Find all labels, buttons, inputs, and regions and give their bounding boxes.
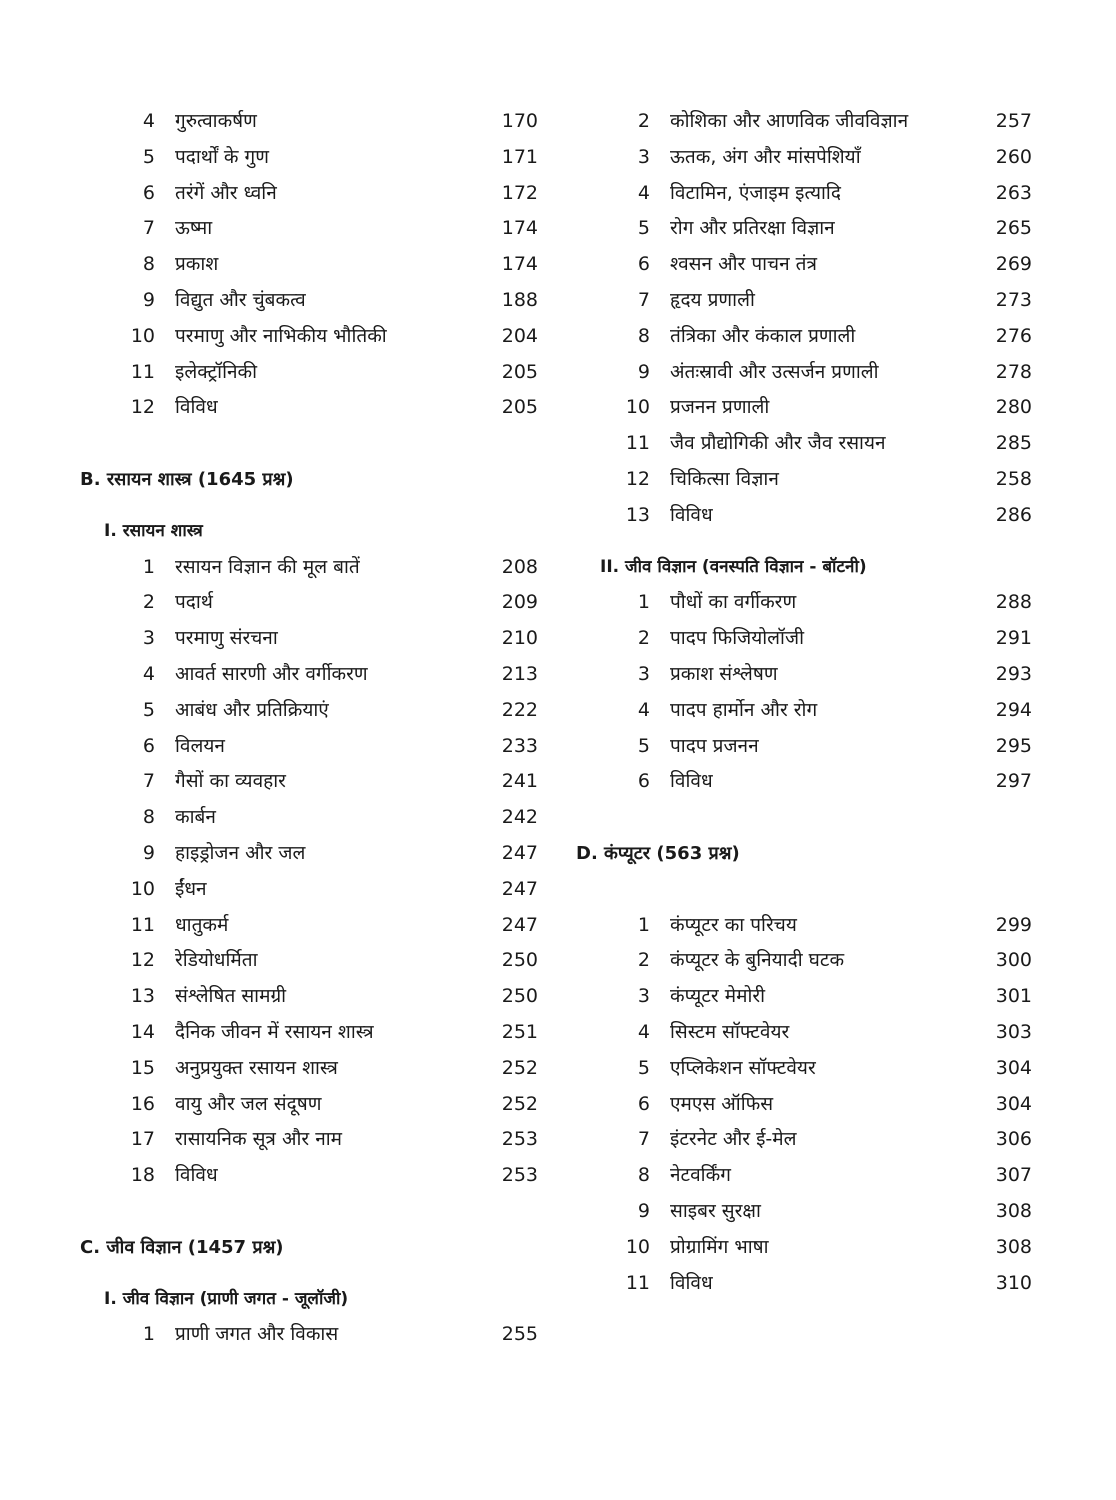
entry-number: 12 [625, 467, 650, 490]
entry-title: विटामिन, एंजाइम इत्यादि [670, 181, 841, 204]
entry-number: 3 [637, 662, 650, 685]
entry-number: 10 [130, 324, 155, 347]
entry-number: 11 [625, 1271, 650, 1294]
entry-page: 300 [995, 949, 1032, 972]
entry-number: 9 [637, 1199, 650, 1222]
entry-title: हृदय प्रणाली [670, 288, 755, 311]
entry-page: 241 [501, 770, 538, 793]
entry-title: विविध [670, 1271, 713, 1294]
entry-title: कंप्यूटर मेमोरी [670, 985, 766, 1008]
entry-title: एमएस ऑफिस [670, 1092, 774, 1115]
toc-entry[interactable] [80, 1317, 546, 1353]
entry-number: 6 [637, 1092, 650, 1115]
entry-page: 308 [995, 1235, 1032, 1258]
entry-number: 6 [637, 770, 650, 793]
entry-title: सिस्टम सॉफ्टवेयर [670, 1020, 790, 1043]
entry-number: 2 [637, 949, 650, 972]
entry-title: प्राणी जगत और विकास [175, 1323, 339, 1346]
entry-title: रेडियोधर्मिता [175, 949, 258, 972]
entry-number: 5 [142, 698, 155, 721]
toc-entry[interactable] [80, 943, 546, 979]
entry-title: एप्लिकेशन सॉफ्टवेयर [670, 1056, 816, 1079]
section-d-title: D. कंप्यूटर (563 प्रश्न) [576, 842, 740, 864]
entry-page: 304 [995, 1056, 1032, 1079]
entry-page: 310 [995, 1271, 1032, 1294]
entry-page: 306 [995, 1128, 1032, 1151]
toc-entry[interactable] [576, 390, 1046, 426]
botany-list [576, 585, 1046, 800]
toc-entry[interactable] [80, 764, 546, 800]
toc-entry[interactable] [576, 1051, 1046, 1087]
toc-entry[interactable] [80, 1122, 546, 1158]
toc-entry[interactable] [80, 1158, 546, 1194]
toc-entry[interactable] [576, 1122, 1046, 1158]
entry-page: 288 [995, 591, 1032, 614]
entry-number: 15 [130, 1056, 155, 1079]
toc-entry[interactable] [576, 104, 1046, 140]
toc-entry[interactable] [80, 872, 546, 908]
entry-page: 307 [995, 1164, 1032, 1187]
entry-page: 255 [501, 1323, 538, 1346]
entry-page: 286 [995, 503, 1032, 526]
entry-page: 280 [995, 396, 1032, 419]
entry-title: गैसों का व्यवहार [175, 770, 286, 793]
entry-number: 7 [142, 770, 155, 793]
entry-number: 4 [637, 698, 650, 721]
entry-title: कंप्यूटर के बुनियादी घटक [670, 949, 845, 972]
entry-title: पादप फिजियोलॉजी [670, 627, 804, 650]
entry-number: 4 [637, 181, 650, 204]
entry-number: 8 [142, 253, 155, 276]
toc-entry[interactable] [576, 247, 1046, 283]
toc-entry[interactable] [80, 390, 546, 426]
entry-title: अनुप्रयुक्त रसायन शास्त्र [175, 1056, 338, 1079]
entry-title: प्रकाश संश्लेषण [670, 662, 778, 685]
entry-number: 5 [142, 145, 155, 168]
entry-number: 1 [637, 913, 650, 936]
entry-number: 7 [142, 217, 155, 240]
entry-page: 208 [501, 555, 538, 578]
entry-page: 250 [501, 985, 538, 1008]
entry-number: 17 [130, 1128, 155, 1151]
entry-page: 258 [995, 467, 1032, 490]
toc-entry[interactable] [576, 211, 1046, 247]
entry-page: 303 [995, 1020, 1032, 1043]
entry-page: 251 [501, 1020, 538, 1043]
entry-title: विविध [670, 503, 713, 526]
entry-title: कार्बन [175, 806, 216, 829]
entry-number: 13 [130, 985, 155, 1008]
toc-entry[interactable] [576, 657, 1046, 693]
entry-title: धातुकर्म [175, 913, 229, 936]
toc-entry[interactable] [80, 1015, 546, 1051]
toc-entry[interactable] [80, 104, 546, 140]
entry-number: 7 [637, 1128, 650, 1151]
entry-page: 276 [995, 324, 1032, 347]
entry-page: 213 [501, 662, 538, 685]
toc-entry[interactable] [80, 355, 546, 391]
toc-entry[interactable] [576, 1230, 1046, 1266]
section-c-heading [80, 1230, 546, 1266]
entry-number: 18 [130, 1164, 155, 1187]
toc-entry[interactable] [80, 836, 546, 872]
entry-title: रासायनिक सूत्र और नाम [175, 1128, 343, 1151]
entry-page: 209 [501, 591, 538, 614]
entry-number: 10 [625, 396, 650, 419]
entry-number: 8 [637, 1164, 650, 1187]
entry-title: तरंगें और ध्वनि [175, 181, 277, 204]
entry-title: पादप प्रजनन [670, 734, 759, 757]
entry-number: 5 [637, 734, 650, 757]
toc-entry[interactable] [80, 211, 546, 247]
entry-page: 295 [995, 734, 1032, 757]
entry-page: 263 [995, 181, 1032, 204]
entry-title: रसायन विज्ञान की मूल बातें [175, 555, 360, 578]
entry-number: 9 [142, 288, 155, 311]
entry-title: विविध [670, 770, 713, 793]
entry-title: ऊतक, अंग और मांसपेशियाँ [670, 145, 861, 168]
toc-entry[interactable] [576, 908, 1046, 944]
entry-number: 8 [637, 324, 650, 347]
physics-list [80, 104, 546, 426]
entry-title: पादप हार्मोन और रोग [670, 698, 818, 721]
entry-title: प्रोग्रामिंग भाषा [670, 1235, 769, 1258]
entry-page: 205 [501, 396, 538, 419]
entry-title: आबंध और प्रतिक्रियाएं [175, 698, 329, 721]
entry-title: कंप्यूटर का परिचय [670, 913, 797, 936]
entry-page: 222 [501, 698, 538, 721]
entry-number: 3 [637, 145, 650, 168]
entry-title: कोशिका और आणविक जीवविज्ञान [670, 110, 909, 132]
entry-number: 11 [130, 360, 155, 383]
entry-title: विविध [175, 396, 218, 419]
entry-page: 269 [995, 253, 1032, 276]
toc-entry[interactable] [80, 319, 546, 355]
entry-page: 299 [995, 913, 1032, 936]
toc-entry[interactable] [80, 800, 546, 836]
entry-page: 304 [995, 1092, 1032, 1115]
entry-page: 247 [501, 913, 538, 936]
entry-title: आवर्त सारणी और वर्गीकरण [175, 662, 368, 685]
toc-entry[interactable] [576, 764, 1046, 800]
entry-number: 5 [637, 1056, 650, 1079]
entry-page: 297 [995, 770, 1032, 793]
zoology-list [576, 104, 1046, 534]
entry-title: विद्युत और चुंबकत्व [175, 288, 306, 311]
entry-page: 233 [501, 734, 538, 757]
entry-title: विविध [175, 1164, 218, 1187]
entry-number: 16 [130, 1092, 155, 1115]
entry-number: 1 [142, 555, 155, 578]
entry-page: 253 [501, 1164, 538, 1187]
entry-title: हाइड्रोजन और जल [175, 841, 306, 864]
entry-title: पदार्थ [175, 591, 213, 614]
toc-entry[interactable] [576, 943, 1046, 979]
entry-title: नेटवर्किंग [670, 1164, 731, 1187]
entry-title: इंटरनेट और ई-मेल [670, 1128, 797, 1151]
entry-page: 291 [995, 627, 1032, 650]
toc-entry[interactable] [80, 176, 546, 212]
entry-title: ईंधन [175, 877, 207, 900]
entry-number: 6 [142, 734, 155, 757]
toc-entry[interactable] [576, 979, 1046, 1015]
entry-page: 265 [995, 217, 1032, 240]
section-b-title: B. रसायन शास्त्र (1645 प्रश्न) [80, 468, 294, 490]
entry-page: 210 [501, 627, 538, 650]
toc-entry[interactable] [576, 1158, 1046, 1194]
toc-entry[interactable] [80, 283, 546, 319]
section-d-heading [576, 836, 1046, 872]
entry-number: 5 [637, 217, 650, 240]
toc-entry[interactable] [576, 319, 1046, 355]
entry-number: 10 [625, 1235, 650, 1258]
section-c-title: C. जीव विज्ञान (1457 प्रश्न) [80, 1236, 284, 1258]
entry-number: 4 [142, 662, 155, 685]
entry-number: 12 [130, 396, 155, 419]
entry-page: 294 [995, 698, 1032, 721]
toc-entry[interactable] [576, 176, 1046, 212]
entry-title: अंतःस्रावी और उत्सर्जन प्रणाली [670, 360, 879, 383]
toc-entry[interactable] [80, 585, 546, 621]
computer-list [576, 908, 1046, 1302]
entry-title: पौधों का वर्गीकरण [670, 591, 797, 614]
entry-title: विलयन [175, 734, 225, 757]
toc-entry[interactable] [80, 693, 546, 729]
entry-number: 6 [637, 253, 650, 276]
entry-title: परमाणु संरचना [175, 627, 278, 650]
sub-c1-title: I. जीव विज्ञान (प्राणी जगत - जूलॉजी) [104, 1288, 349, 1309]
toc-entry[interactable] [80, 979, 546, 1015]
toc-entry[interactable] [80, 550, 546, 586]
entry-page: 171 [501, 145, 538, 168]
entry-page: 188 [501, 288, 538, 311]
left-column [80, 104, 546, 1353]
entry-number: 4 [637, 1020, 650, 1043]
sub-c2-heading [576, 550, 1046, 586]
entry-title: तंत्रिका और कंकाल प्रणाली [670, 324, 856, 347]
toc-entry[interactable] [576, 1087, 1046, 1123]
entry-number: 7 [637, 288, 650, 311]
toc-entry[interactable] [80, 1051, 546, 1087]
entry-number: 2 [637, 110, 650, 132]
entry-number: 3 [142, 627, 155, 650]
entry-page: 250 [501, 949, 538, 972]
toc-entry[interactable] [576, 1194, 1046, 1230]
entry-title: प्रकाश [175, 253, 219, 276]
sub-c1-heading [80, 1282, 546, 1318]
toc-entry[interactable] [576, 1266, 1046, 1302]
sub-b1-heading [80, 514, 546, 550]
entry-number: 3 [637, 985, 650, 1008]
entry-number: 1 [637, 591, 650, 614]
entry-title: रोग और प्रतिरक्षा विज्ञान [670, 217, 835, 240]
toc-entry[interactable] [80, 657, 546, 693]
entry-page: 242 [501, 806, 538, 829]
sub-b1-title: I. रसायन शास्त्र [104, 520, 203, 541]
entry-title: गुरुत्वाकर्षण [175, 110, 257, 132]
entry-number: 11 [130, 913, 155, 936]
entry-title: पदार्थों के गुण [175, 145, 269, 168]
entry-title: प्रजनन प्रणाली [670, 396, 770, 419]
toc-entry[interactable] [80, 729, 546, 765]
right-column [576, 104, 1046, 1301]
entry-page: 260 [995, 145, 1032, 168]
toc-entry[interactable] [576, 283, 1046, 319]
entry-title: श्वसन और पाचन तंत्र [670, 253, 817, 276]
entry-title: दैनिक जीवन में रसायन शास्त्र [175, 1020, 374, 1043]
entry-number: 13 [625, 503, 650, 526]
entry-page: 257 [995, 110, 1032, 132]
entry-number: 9 [142, 841, 155, 864]
entry-page: 170 [501, 110, 538, 132]
toc-entry[interactable] [576, 498, 1046, 534]
toc-entry[interactable] [576, 729, 1046, 765]
section-b-heading [80, 462, 546, 498]
entry-number: 4 [142, 110, 155, 132]
toc-entry[interactable] [80, 908, 546, 944]
entry-number: 14 [130, 1020, 155, 1043]
entry-page: 278 [995, 360, 1032, 383]
entry-title: संश्लेषित सामग्री [175, 985, 287, 1008]
entry-page: 293 [995, 662, 1032, 685]
entry-title: साइबर सुरक्षा [670, 1199, 761, 1222]
entry-number: 1 [142, 1323, 155, 1346]
entry-number: 8 [142, 806, 155, 829]
toc-entry[interactable] [80, 247, 546, 283]
entry-page: 308 [995, 1199, 1032, 1222]
toc-entry[interactable] [576, 426, 1046, 462]
entry-number: 9 [637, 360, 650, 383]
entry-number: 2 [637, 627, 650, 650]
entry-page: 252 [501, 1092, 538, 1115]
entry-page: 301 [995, 985, 1032, 1008]
entry-page: 253 [501, 1128, 538, 1151]
entry-number: 6 [142, 181, 155, 204]
entry-page: 174 [501, 217, 538, 240]
toc-entry[interactable] [576, 621, 1046, 657]
toc-entry[interactable] [576, 693, 1046, 729]
entry-page: 247 [501, 877, 538, 900]
toc-entry[interactable] [80, 1087, 546, 1123]
entry-title: परमाणु और नाभिकीय भौतिकी [175, 324, 387, 347]
entry-title: ऊष्मा [175, 217, 213, 240]
entry-title: वायु और जल संदूषण [175, 1092, 322, 1115]
entry-title: चिकित्सा विज्ञान [670, 467, 779, 490]
chemistry-list [80, 550, 546, 1194]
entry-number: 12 [130, 949, 155, 972]
toc-entry[interactable] [80, 140, 546, 176]
entry-number: 2 [142, 591, 155, 614]
entry-page: 252 [501, 1056, 538, 1079]
toc-entry[interactable] [576, 585, 1046, 621]
toc-entry[interactable] [576, 1015, 1046, 1051]
entry-number: 11 [625, 432, 650, 455]
entry-number: 10 [130, 877, 155, 900]
entry-page: 273 [995, 288, 1032, 311]
toc-entry[interactable] [80, 621, 546, 657]
entry-page: 247 [501, 841, 538, 864]
sub-c2-title: II. जीव विज्ञान (वनस्पति विज्ञान - बॉटनी) [600, 556, 867, 577]
entry-page: 172 [501, 181, 538, 204]
entry-title: इलेक्ट्रॉनिकी [175, 360, 258, 383]
entry-page: 285 [995, 432, 1032, 455]
entry-page: 204 [501, 324, 538, 347]
entry-title: जैव प्रौद्योगिकी और जैव रसायन [670, 432, 886, 455]
entry-page: 205 [501, 360, 538, 383]
toc-entry[interactable] [576, 462, 1046, 498]
toc-entry[interactable] [576, 355, 1046, 391]
toc-entry[interactable] [576, 140, 1046, 176]
entry-page: 174 [501, 253, 538, 276]
